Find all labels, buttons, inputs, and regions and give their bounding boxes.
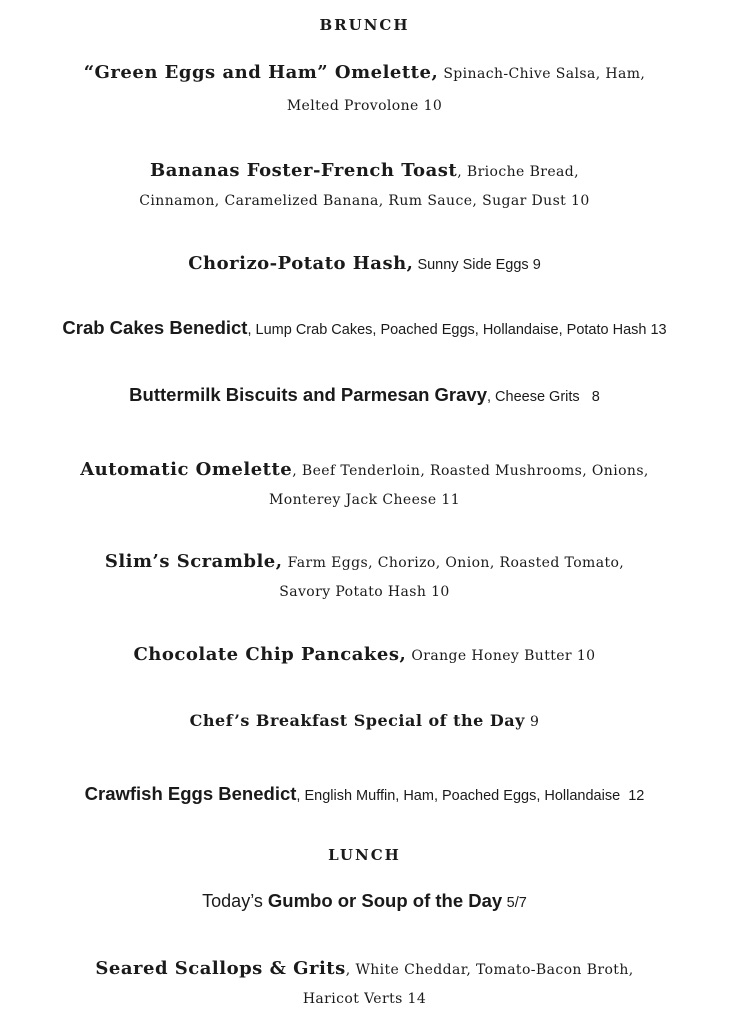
item-name: Crawfish Eggs Benedict — [84, 783, 297, 804]
menu-item-automatic-omelette — [0, 459, 729, 480]
menu-item-bananas-foster — [0, 160, 729, 181]
menu-item-slims-scramble — [0, 551, 729, 572]
item-name: Seared Scallops & Grits — [95, 958, 346, 979]
item-name: Chorizo-Potato Hash, — [188, 253, 414, 274]
item-name: Buttermilk Biscuits and Parmesan Gravy — [129, 384, 487, 405]
menu-item-chorizo-hash — [0, 253, 729, 274]
item-description: , Lump Crab Cakes, Poached Eggs, Hollandaise, Potato Hash 13 — [247, 322, 667, 338]
item-description: Sunny Side Eggs 9 — [417, 257, 541, 273]
item-description: 5/7 — [506, 895, 527, 911]
item-name: “Green Eggs and Ham” Omelette, — [83, 62, 439, 83]
item-description: Farm Eggs, Chorizo, Onion, Roasted Tomato, — [287, 555, 625, 571]
item-name: Chef’s Breakfast Special of the Day — [189, 711, 525, 730]
item-prefix: Today’s — [202, 891, 268, 911]
item-description-cont: Cinnamon, Caramelized Banana, Rum Sauce, Sugar Dust 10 — [139, 193, 590, 209]
item-name: Chocolate Chip Pancakes, — [133, 644, 407, 665]
item-description: , English Muffin, Ham, Poached Eggs, Hollandaise 12 — [296, 788, 645, 804]
menu-item-chefs-special — [0, 711, 729, 730]
item-description-cont: Savory Potato Hash 10 — [279, 584, 450, 600]
item-description: , Brioche Bread, — [457, 164, 579, 180]
item-description-cont: Monterey Jack Cheese 11 — [269, 492, 460, 508]
item-description: Orange Honey Butter 10 — [411, 648, 596, 664]
menu-item-gumbo — [0, 890, 729, 912]
item-description: , Beef Tenderloin, Roasted Mushrooms, Onions, — [292, 463, 649, 479]
lunch-heading: LUNCH — [328, 846, 401, 864]
menu-item-green-eggs — [0, 62, 729, 83]
item-name: Gumbo or Soup of the Day — [267, 890, 503, 911]
item-name: Automatic Omelette — [80, 459, 293, 480]
item-name: Crab Cakes Benedict — [62, 317, 248, 338]
item-name: Slim’s Scramble, — [104, 551, 283, 572]
menu-item-crawfish — [0, 783, 729, 805]
item-description: 9 — [530, 714, 540, 730]
menu-item-crab-cakes — [0, 317, 729, 339]
item-description-cont: Haricot Verts 14 — [302, 991, 427, 1007]
item-description: , Cheese Grits 8 — [486, 389, 600, 405]
menu-item-scallops — [0, 958, 729, 979]
item-description: , White Cheddar, Tomato-Bacon Broth, — [345, 962, 634, 978]
item-name: Bananas Foster-French Toast — [150, 160, 458, 181]
item-description: Spinach-Chive Salsa, Ham, — [443, 66, 646, 82]
menu-item-biscuits — [0, 384, 729, 406]
brunch-heading: BRUNCH — [319, 16, 410, 34]
item-description-cont: Melted Provolone 10 — [286, 98, 443, 114]
menu-item-pancakes — [0, 644, 729, 665]
